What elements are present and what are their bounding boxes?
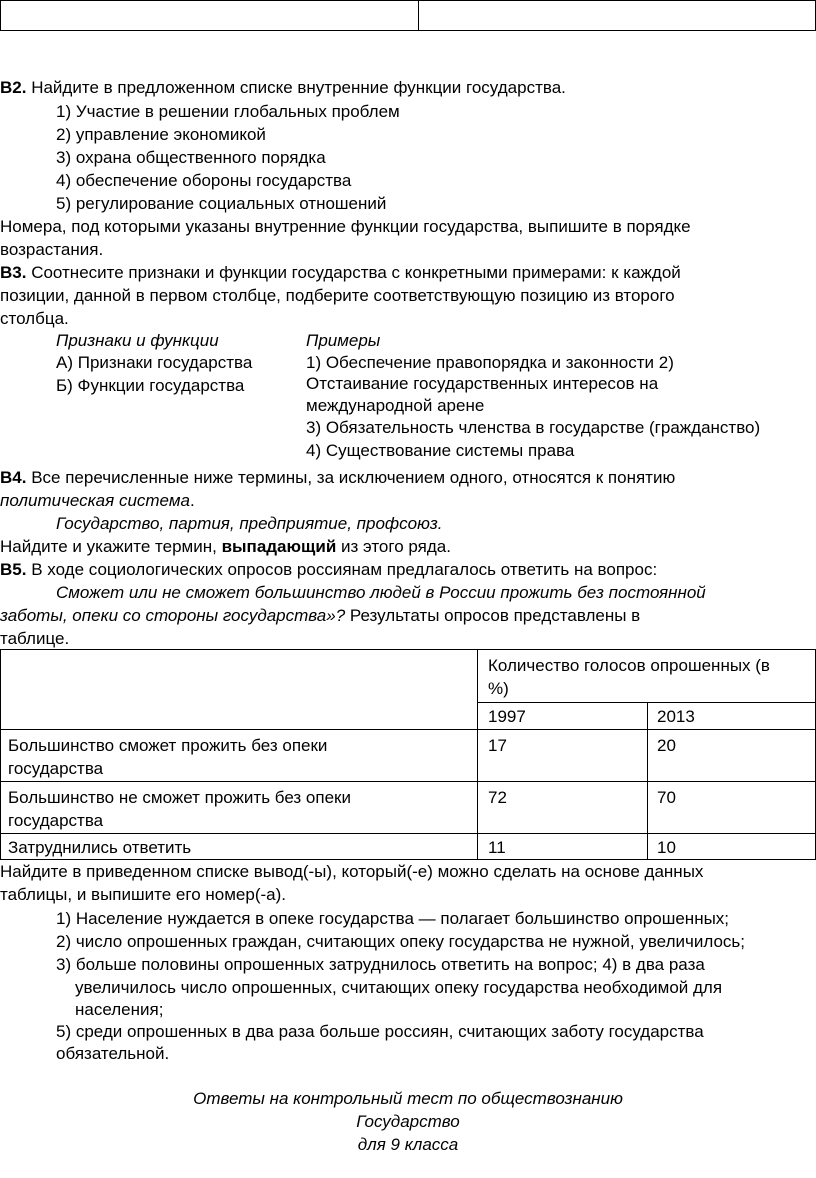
b5-quote: Сможет или не сможет большинство людей в России прожить без постоянной xyxy=(56,583,706,602)
b2-instruction: Номера, под которыми указаны внутренние функции государства, выпишите в порядке xyxy=(0,217,691,236)
b2-option: 4) обеспечение обороны государства xyxy=(56,171,352,190)
b5-label: В5. xyxy=(0,560,27,579)
footer-title: Ответы на контрольный тест по обществознанию xyxy=(193,1089,623,1108)
b4-line xyxy=(0,489,195,512)
table-border xyxy=(647,702,648,860)
b5-line xyxy=(0,558,657,581)
table-row-label: Большинство сможет прожить без опеки xyxy=(8,736,328,755)
b5-option-cont: обязательной. xyxy=(56,1044,170,1063)
b4-task-start: Найдите и укажите термин, xyxy=(0,537,222,556)
b5-option-cont: населения; xyxy=(75,1000,164,1019)
b2-question: Найдите в предложенном списке внутренние функции государства. xyxy=(31,78,566,97)
b4-task xyxy=(0,535,451,558)
b3-label: В3. xyxy=(0,263,27,282)
table-row-label: Затруднились ответить xyxy=(8,838,192,857)
table-border xyxy=(0,649,816,650)
b3-text: Соотнесите признаки и функции государства с конкретными примерами: к каждой xyxy=(31,263,681,282)
table-year: 2013 xyxy=(657,707,695,726)
table-cell: 70 xyxy=(657,788,676,807)
table-row-label: государства xyxy=(8,811,104,830)
b5-task: Найдите в приведенном списке вывод(-ы), который(-е) можно сделать на основе данных xyxy=(0,862,704,881)
b3-col2-header: Примеры xyxy=(306,331,381,350)
table-border xyxy=(0,649,1,860)
b4-task-bold: выпадающий xyxy=(221,537,337,556)
b3-col1-item: А) Признаки государства xyxy=(56,353,253,372)
table-cell: 17 xyxy=(488,736,507,755)
table-header: Количество голосов опрошенных (в xyxy=(488,656,770,675)
top-table-line-left xyxy=(0,0,1,31)
b3-col2-line: 1) Обеспечение правопорядка и законности 2) xyxy=(306,353,674,372)
table-row-label: государства xyxy=(8,759,104,778)
b3-col1-header: Признаки и функции xyxy=(56,331,219,350)
b5-line: таблице. xyxy=(0,629,70,648)
footer-grade: для 9 класса xyxy=(357,1135,459,1154)
b5-after-quote: Результаты опросов представлены в xyxy=(345,606,641,625)
b3-col1-item: Б) Функции государства xyxy=(56,376,245,395)
b3-col2-line: международной арене xyxy=(306,396,485,415)
b4-terms: Государство, партия, предприятие, профсоюз. xyxy=(56,514,443,533)
b5-option: 2) число опрошенных граждан, считающих опеку государства не нужной, увеличилось; xyxy=(56,932,745,951)
b2-instruction: возрастания. xyxy=(0,240,104,259)
b4-concept: политическая система xyxy=(0,491,190,510)
top-table-line-top xyxy=(0,0,816,1)
b5-option: 3) больше половины опрошенных затруднилось ответить на вопрос; 4) в два раза xyxy=(56,955,705,974)
b4-label: В4. xyxy=(0,468,27,487)
b4-line xyxy=(0,466,675,489)
b5-text: В ходе социологических опросов россиянам предлагалось ответить на вопрос: xyxy=(31,560,658,579)
b2-option: 2) управление экономикой xyxy=(56,125,266,144)
table-row-label: Большинство не сможет прожить без опеки xyxy=(8,788,351,807)
b2-label: В2. xyxy=(0,78,27,97)
b3-col2-line: 4) Существование системы права xyxy=(306,441,575,460)
table-border xyxy=(0,833,816,834)
b3-line: столбца. xyxy=(0,309,69,328)
b3-col2-line: 3) Обязательность членства в государстве (гражданство) xyxy=(306,418,761,437)
footer-subtitle: Государство xyxy=(356,1112,460,1131)
b5-option: 1) Население нуждается в опеке государства — полагает большинство опрошенных; xyxy=(56,909,730,928)
b4-period: . xyxy=(189,491,195,510)
table-cell: 20 xyxy=(657,736,676,755)
b3-line: позиции, данной в первом столбце, подберите соответствующую позицию из второго xyxy=(0,286,675,305)
b5-quote-end: заботы, опеки со стороны государства»? xyxy=(0,606,346,625)
b2-option: 3) охрана общественного порядка xyxy=(56,148,326,167)
table-border xyxy=(477,649,478,860)
b5-task: таблицы, и выпишите его номер(-а). xyxy=(0,885,286,904)
table-cell: 10 xyxy=(657,838,676,857)
table-header: %) xyxy=(488,679,509,698)
b3-col2-line: Отстаивание государственных интересов на xyxy=(306,374,659,393)
b3-line xyxy=(0,261,681,284)
top-table-line-mid xyxy=(418,0,419,31)
top-table-line-bottom xyxy=(0,30,816,31)
table-year: 1997 xyxy=(488,707,526,726)
table-cell: 72 xyxy=(488,788,507,807)
table-border xyxy=(0,729,816,730)
b2-question-line xyxy=(0,76,566,99)
table-border xyxy=(0,781,816,782)
b5-line xyxy=(0,604,640,627)
b4-text: Все перечисленные ниже термины, за исключением одного, относятся к понятию xyxy=(31,468,676,487)
b2-option: 5) регулирование социальных отношений xyxy=(56,194,387,213)
b4-task-end: из этого ряда. xyxy=(336,537,451,556)
table-cell: 11 xyxy=(488,838,506,857)
b2-option: 1) Участие в решении глобальных проблем xyxy=(56,102,400,121)
b5-option-cont: увеличилось число опрошенных, считающих опеку государства необходимой для xyxy=(75,978,723,997)
b5-option: 5) среди опрошенных в два раза больше россиян, считающих заботу государства xyxy=(56,1022,704,1041)
